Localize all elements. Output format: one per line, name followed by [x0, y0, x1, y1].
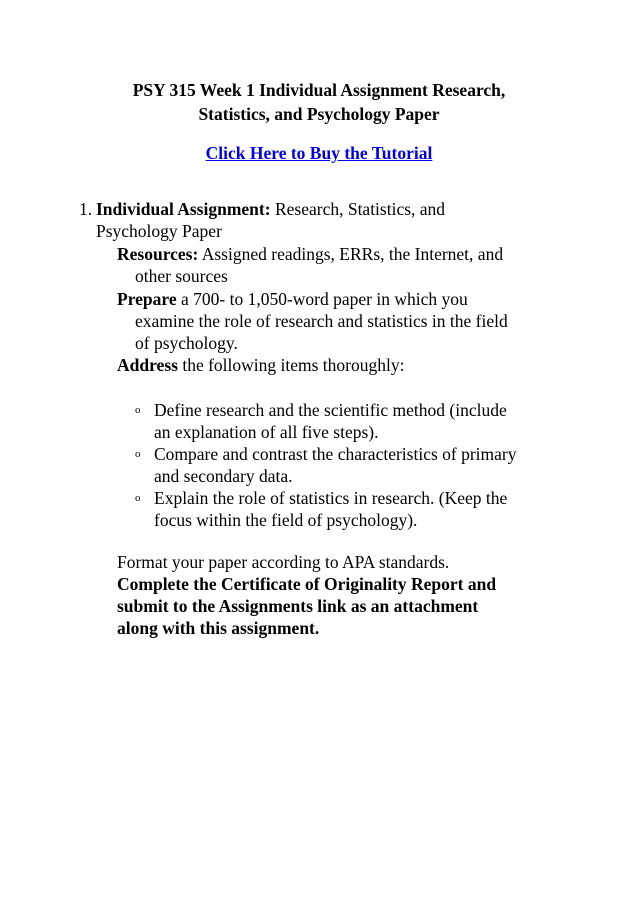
list-item [135, 487, 560, 531]
certificate-line-2: submit to the Assignments link as an attachment [117, 596, 479, 616]
bullet-line-1: Explain the role of statistics in research. (Keep the [154, 488, 508, 508]
buy-tutorial-link[interactable]: Click Here to Buy the Tutorial [205, 143, 433, 163]
item-heading [79, 198, 559, 220]
item-number: 1. [79, 199, 93, 219]
prepare-line-1 [117, 289, 468, 309]
certificate-line-1: Complete the Certificate of Originality Report and [117, 574, 497, 594]
item-text-line-1: Research, Statistics, and [270, 199, 446, 219]
address-paragraph [117, 354, 557, 376]
title-line-2: Statistics, and Psychology Paper [198, 104, 440, 124]
format-text: Format your paper according to APA standards. [117, 552, 450, 572]
bullet-marker: o [135, 448, 141, 460]
resources-paragraph [117, 243, 557, 287]
bullet-line-1: Define research and the scientific method (include [154, 400, 507, 420]
title-line-1: PSY 315 Week 1 Individual Assignment Research, [132, 80, 506, 100]
prepare-label: Prepare [117, 289, 177, 309]
buy-tutorial-link-container [0, 141, 638, 165]
resources-line-1 [117, 244, 503, 264]
list-item [135, 443, 560, 487]
list-item [135, 399, 560, 443]
assignment-item-1 [79, 198, 559, 242]
certificate-line-3: along with this assignment. [117, 618, 320, 638]
bullet-line-2: focus within the field of psychology). [154, 510, 418, 530]
address-text: the following items thoroughly: [177, 355, 405, 375]
resources-label: Resources: [117, 244, 199, 264]
resources-text: Assigned readings, ERRs, the Internet, and [198, 244, 504, 264]
bullet-line-2: and secondary data. [154, 466, 293, 486]
document-title [0, 78, 638, 126]
address-label: Address [117, 355, 178, 375]
item-label: Individual Assignment: [96, 199, 271, 219]
bullet-line-1: Compare and contrast the characteristics of primary [154, 444, 517, 464]
prepare-text: a 700- to 1,050-word paper in which you [176, 289, 468, 309]
footer-instructions [117, 551, 557, 639]
bullet-marker: o [135, 404, 141, 416]
bullet-list [135, 399, 560, 531]
item-text-line-2: Psychology Paper [96, 221, 222, 241]
prepare-line-2: examine the role of research and statistics in the field [135, 311, 508, 331]
prepare-line-3: of psychology. [135, 333, 238, 353]
bullet-line-2: an explanation of all five steps). [154, 422, 379, 442]
prepare-paragraph [117, 288, 557, 354]
resources-line-2: other sources [135, 266, 228, 286]
bullet-marker: o [135, 492, 141, 504]
